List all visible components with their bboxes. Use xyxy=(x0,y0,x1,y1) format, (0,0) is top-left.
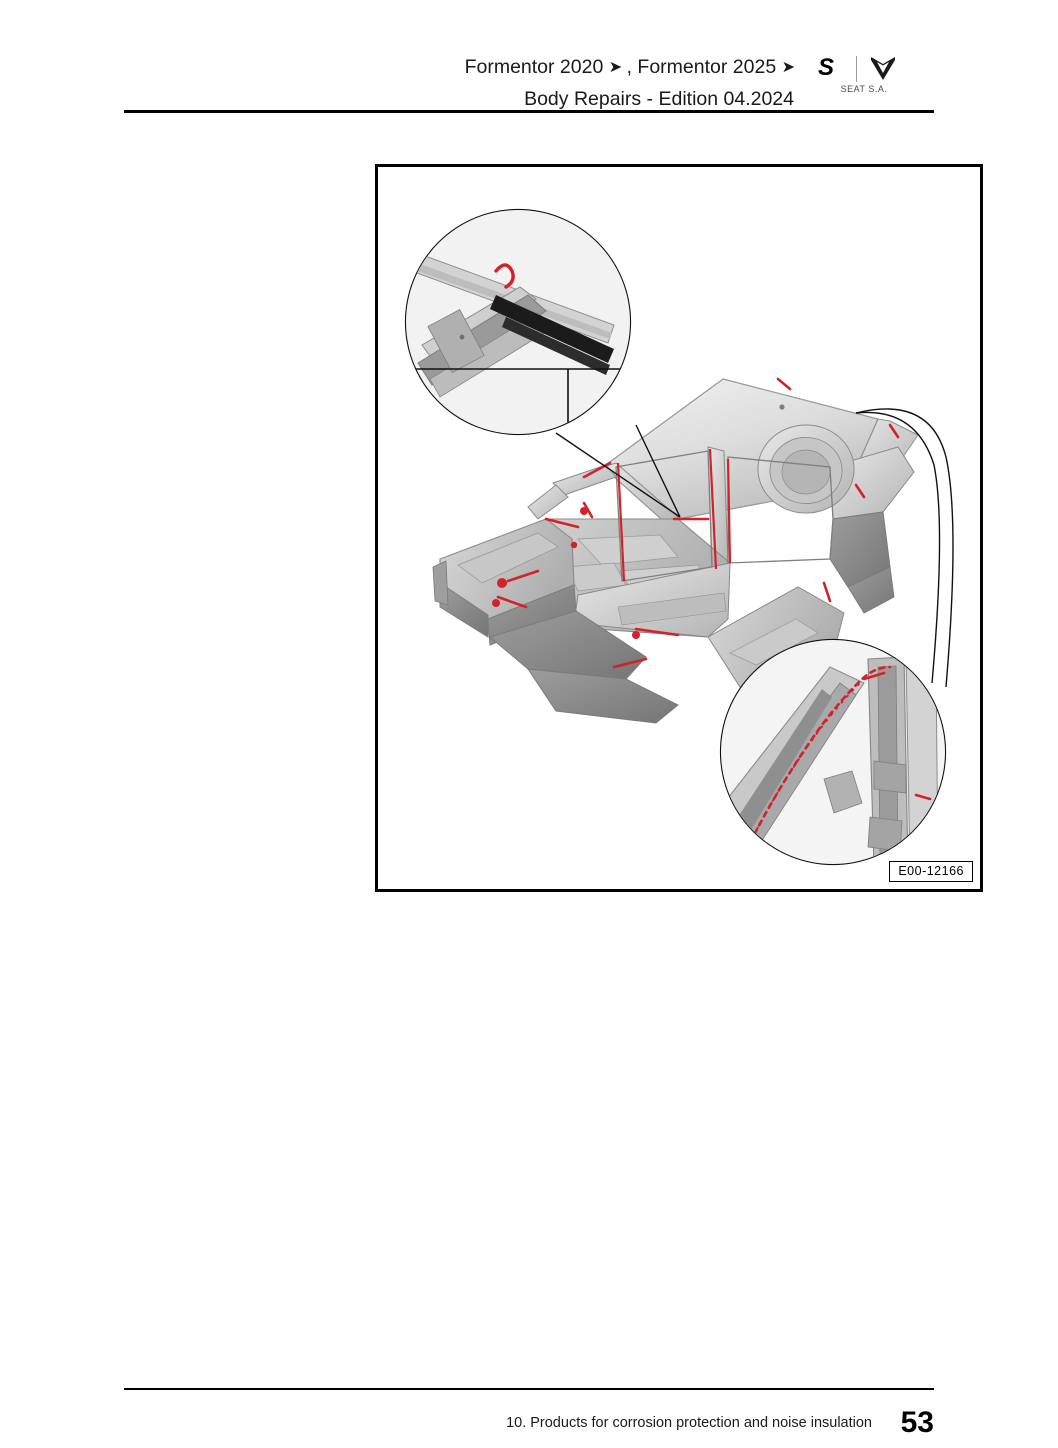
page-header xyxy=(124,52,934,110)
footer-divider xyxy=(124,1388,934,1391)
seat-sa-label: SEAT S.A. xyxy=(840,84,888,94)
figure-illustration xyxy=(378,167,980,889)
arrow-right-icon-2: ➤ xyxy=(781,59,794,76)
body-shell-drawing xyxy=(378,167,980,889)
page-number: 53 xyxy=(900,1406,934,1439)
header-model-a: Formentor 2020 xyxy=(464,56,604,78)
header-edition: Body Repairs - Edition 04.2024 xyxy=(524,88,794,110)
figure-id-label: E00-12166 xyxy=(889,861,973,882)
logo-divider xyxy=(856,56,857,82)
page-footer xyxy=(124,1396,934,1440)
arrow-right-icon: ➤ xyxy=(608,59,622,76)
footer-section-title: 10. Products for corrosion protection and noise insulation xyxy=(506,1415,872,1431)
seat-logo: S xyxy=(818,54,834,81)
header-divider xyxy=(124,110,934,113)
header-title-block xyxy=(465,52,794,114)
header-model-b: Formentor 2025 xyxy=(637,56,777,78)
header-line-models xyxy=(465,52,794,84)
brand-logos xyxy=(812,54,934,104)
cupra-logo-icon xyxy=(868,54,898,82)
figure-panel xyxy=(375,164,983,892)
header-separator: , xyxy=(626,56,638,78)
